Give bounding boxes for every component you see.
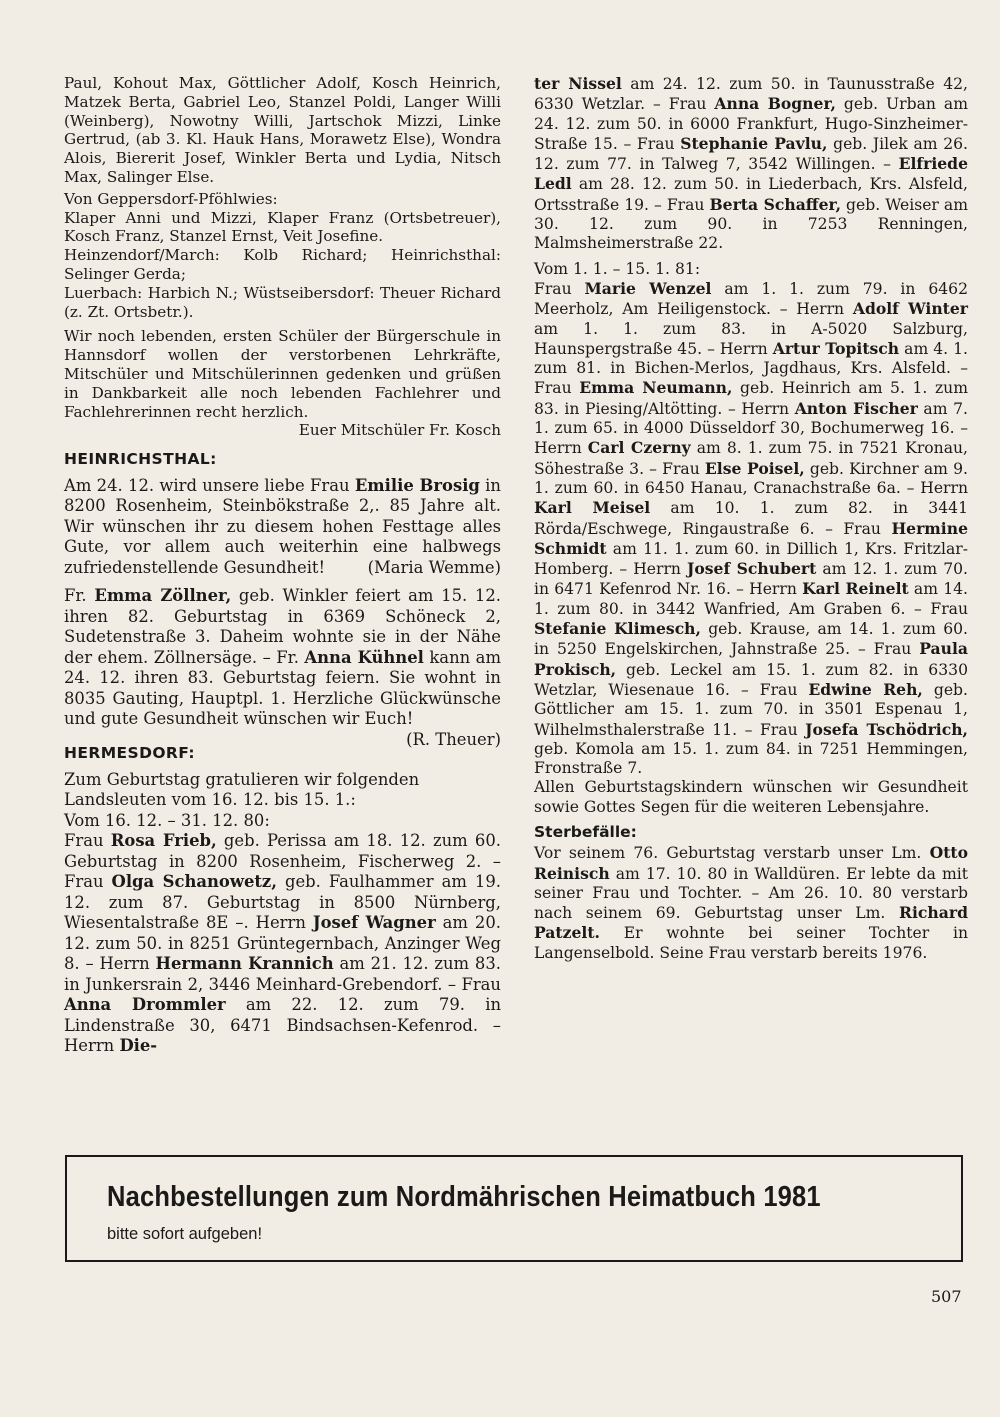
person-name: Hermine Schmidt [534, 518, 968, 558]
person-name: Stephanie Pavlu, [680, 133, 828, 153]
left-column [64, 74, 501, 1065]
intro-paragraph: Heinzendorf/March: Kolb Richard; Heinrichsthal: Selinger Gerda; [64, 246, 501, 283]
person-name: Josefa Tschödrich, [805, 719, 968, 739]
person-name: Karl Meisel [534, 498, 651, 518]
intro-paragraph: Von Geppersdorf-Pföhlwies: [64, 189, 278, 208]
person-name: Josef Schubert [687, 559, 817, 579]
intro-paragraph: Paul, Kohout Max, Göttlicher Adolf, Kosch Heinrich, Matzek Berta, Gabriel Leo, Stanzel Poldi, Langer Willi (Weinberg), Nowotny Willi, Jartschok Mizzi, Linke Gertrud, (ab 3. Kl. Hauk Hans, Morawetz Else), Wondra Alois, Biererit Josef, Winkler Berta und Lydia, Nitsch Max, Salinger Else. [64, 74, 501, 186]
person-name: Karl Reinelt [802, 579, 909, 599]
author-credit: (R. Theuer) [406, 729, 501, 749]
person-name: Edwine Reh, [808, 679, 923, 699]
person-name: Elfriede Ledl [534, 154, 968, 194]
hermesdorf-intro: Zum Geburtstag gratulieren wir folgenden Landsleuten vom 16. 12. bis 15. 1.: [64, 769, 420, 810]
person-name: Anna Kühnel [304, 647, 424, 667]
person-name: Josef Wagner [312, 913, 436, 933]
section-heading-deaths: Sterbefälle: [534, 822, 637, 841]
person-name: Rosa Frieb, [110, 831, 217, 851]
person-name: Die- [119, 1036, 158, 1056]
intro-paragraph: Luerbach: Harbich N.; Wüstseibersdorf: Theuer Richard (z. Zt. Ortsbetr.). [64, 283, 501, 321]
deaths-paragraph: Vor seinem 76. Geburtstag verstarb unser Lm. Otto Reinisch am 17. 10. 80 in Walldüren. Er lebte da mit seiner Frau und Tochter. – Am 26. 10. 80 verstarb nach seinem 69. Geburtstag unser Lm. Richard Patzelt. Er wohnte bei seiner Tochter in Langenselbold. Seine Frau verstarb bereits 1976. [534, 843, 968, 962]
birthday-list-january: Frau Marie Wenzel am 1. 1. zum 79. in 6462 Meerholz, Am Heiligenstock. – Herrn Adolf Winter am 1. 1. zum 83. in A-5020 Salzburg, Haunspergstraße 45. – Herrn Artur Topitsch am 4. 1. zum 81. in Bichen-Merlos, Jagdhaus, Krs. Alsfeld. – Frau Emma Neumann, geb. Heinrich am 5. 1. zum 83. in Piesing/Altötting. – Herrn Anton Fischer am 7. 1. zum 65. in 4000 Düsseldorf 30, Bochumerweg 16. – Herrn Carl Czerny am 8. 1. zum 75. in 7521 Kronau, Söhestraße 3. – Frau Else Poisel, geb. Kirchner am 9. 1. zum 60. in 6450 Hanau, Cranachstraße 6a. – Herrn Karl Meisel am 10. 1. zum 82. in 3441 Rörda/Eschwege, Ringaustraße 6. – Frau Hermine Schmidt am 11. 1. zum 60. in Dillich 1, Krs. Fritzlar-Homberg. – Herrn Josef Schubert am 12. 1. zum 70. in 6471 Kefenrod Nr. 16. – Herrn Karl Reinelt am 14. 1. zum 80. in 3442 Wanfried, Am Graben 6. – Frau Stefanie Klimesch, geb. Krause, am 14. 1. zum 60. in 5250 Engelskirchen, Jahnstraße 25. – Frau Paula Prokisch, geb. Leckel am 15. 1. zum 82. in 6330 Wetzlar, Wiesenaue 16. – Frau Edwine Reh, geb. Göttlicher am 15. 1. zum 70. in 3501 Espenau 1, Wilhelmsthalerstraße 11. – Frau Josefa Tschödrich, geb. Komola am 15. 1. zum 84. in 7251 Hemmingen, Fronstraße 7. [534, 278, 969, 778]
person-name: Paula Prokisch, [534, 639, 968, 679]
author-credit: (Maria Wemme) [367, 557, 501, 577]
period-label: Vom 16. 12. – 31. 12. 80: [64, 810, 270, 830]
period-label: Vom 1. 1. – 15. 1. 81: [534, 259, 701, 278]
person-name: Berta Schaffer, [709, 194, 842, 214]
person-name: Richard Patzelt. [534, 903, 968, 943]
advert-title: Nachbestellungen zum Nordmährischen Heimatbuch 1981 [107, 1181, 821, 1213]
heinrichsthal-section [64, 475, 501, 749]
person-name: Marie Wenzel [584, 278, 712, 298]
person-name: Anton Fischer [794, 398, 918, 418]
person-name: Carl Czerny [587, 438, 691, 458]
person-name: Emma Zöllner, [94, 586, 232, 606]
person-name: ter Nissel [534, 74, 622, 93]
intro-paragraph: Klaper Anni und Mizzi, Klaper Franz (Ortsbetreuer), Kosch Franz, Stanzel Ernst, Veit Josefine. [64, 208, 501, 246]
hermesdorf-section [64, 770, 501, 1057]
advert-box [65, 1155, 963, 1262]
person-name: Emilie Brosig [354, 475, 480, 495]
birthday-list: Frau Rosa Frieb, geb. Perissa am 18. 12. zum 60. Geburtstag in 8200 Rosenheim, Fischerweg 2. – Frau Olga Schanowetz, geb. Faulhammer am 19. 12. zum 87. Geburtstag in 8500 Nürnberg, Wiesentalstraße 8E –. Herrn Josef Wagner am 20. 12. zum 50. in 8251 Grüntegernbach, Anzinger Weg 8. – Herrn Hermann Krannich am 21. 12. zum 83. in Junkersrain 2, 3446 Meinhard-Grebendorf. – Frau Anna Drommler am 22. 12. zum 79. in Lindenstraße 30, 6471 Bindsachsen-Kefenrod. – Herrn Die- [64, 831, 502, 1056]
intro-paragraph: Wir noch lebenden, ersten Schüler der Bürgerschule in Hannsdorf wollen der verstorbenen Lehrkräfte, Mitschüler und Mitschülerinnen gedenken und grüßen in Dankbarkeit alle noch lebenden Fachlehrer und Fachlehrerinnen recht herzlich. [64, 327, 501, 421]
person-name: Otto Reinisch [534, 843, 968, 883]
signature: Euer Mitschüler Fr. Kosch [298, 421, 501, 440]
intro-section [64, 74, 501, 440]
birthday-list-continued: ter Nissel am 24. 12. zum 50. in Taunusstraße 42, 6330 Wetzlar. – Frau Anna Bogner, geb. Urban am 24. 12. zum 50. in 6000 Frankfurt, Hugo-Sinzheimer-Straße 15. – Frau Stephanie Pavlu, geb. Jilek am 26. 12. zum 77. in Talweg 7, 3542 Willingen. – Elfriede Ledl am 28. 12. zum 50. in Liederbach, Krs. Alsfeld, Ortsstraße 19. – Frau Berta Schaffer, geb. Weiser am 30. 12. zum 90. in 7253 Renningen, Malmsheimerstraße 22. [534, 74, 969, 253]
person-name: Olga Schanowetz, [111, 872, 277, 892]
heinrichsthal-paragraph-1: Am 24. 12. wird unsere liebe Frau Emilie Brosig in 8200 Rosenheim, Steinbökstraße 2,. 85 Jahre alt. Wir wünschen ihr zu diesem hohen Festtage alles Gute, vor allem auch weiterhin eine halbwegs zufriedenstellende Gesundheit! (Maria Wemme) [64, 475, 501, 577]
person-name: Anna Drommler [64, 995, 226, 1015]
section-heading-hermesdorf: HERMESDORF: [64, 743, 195, 762]
person-name: Anna Bogner, [714, 94, 836, 114]
page-number: 507 [931, 1287, 962, 1306]
person-name: Hermann Krannich [155, 954, 334, 974]
person-name: Emma Neumann, [579, 378, 733, 398]
person-name: Stefanie Klimesch, [534, 619, 701, 639]
heinrichsthal-paragraph-2: Fr. Emma Zöllner, geb. Winkler feiert am 15. 12. ihren 82. Geburtstag in 6369 Schöneck 2, Sudetenstraße 3. Daheim wohnte sie in der Nähe der ehem. Zöllnersäge. – Fr. Anna Kühnel kann am 24. 12. ihren 83. Geburtstag feiern. Sie wohnt in 8035 Gauting, Hauptpl. 1. Herzliche Glückwünsche und gute Gesundheit wünschen wir Euch! (R. Theuer) [64, 586, 501, 749]
section-heading-heinrichsthal: HEINRICHSTHAL: [64, 450, 217, 469]
right-column [534, 74, 968, 968]
person-name: Adolf Winter [852, 299, 968, 319]
closing-wishes: Allen Geburtstagskindern wünschen wir Gesundheit sowie Gottes Segen für die weiteren Lebensjahre. [534, 778, 968, 816]
person-name: Artur Topitsch [772, 338, 900, 358]
person-name: Else Poisel, [704, 458, 805, 478]
advert-subtitle: bitte sofort aufgeben! [107, 1225, 263, 1243]
